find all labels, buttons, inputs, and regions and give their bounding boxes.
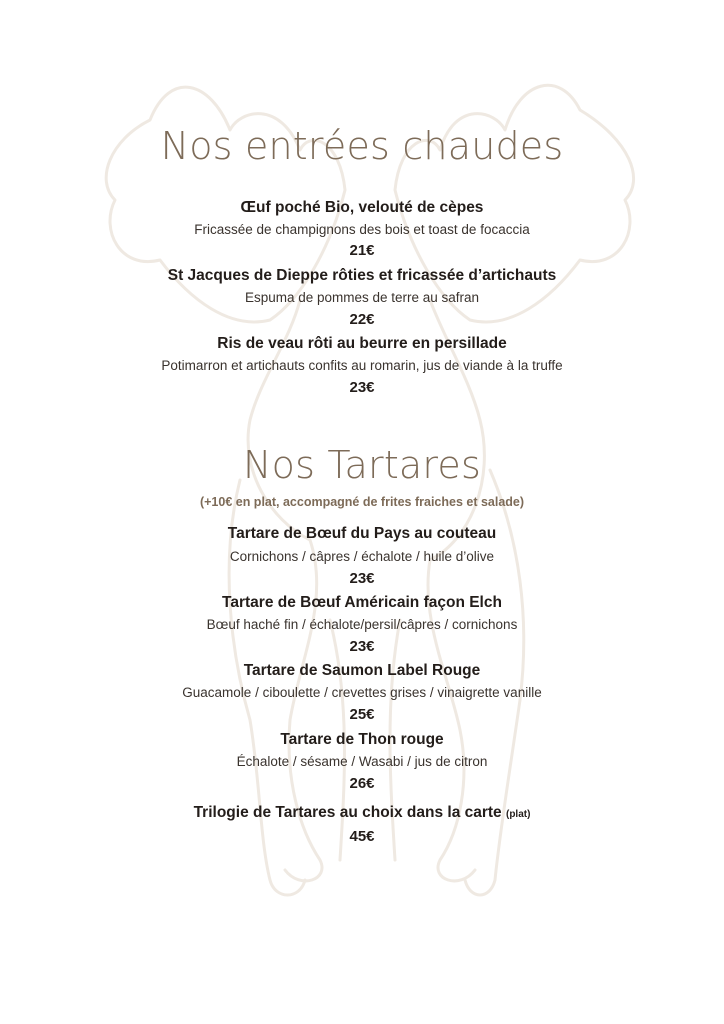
dish-price: 26€ [349, 775, 375, 792]
dish-name: Tartare de Thon rouge [280, 731, 444, 748]
dish-price: 25€ [349, 706, 375, 723]
dish-description: Cornichons / câpres / échalote / huile d’olive [229, 549, 495, 564]
dish-price: 22€ [349, 311, 375, 328]
dish-name: Ris de veau rôti au beurre en persillade [217, 335, 507, 352]
dish-description: Espuma de pommes de terre au safran [244, 290, 480, 305]
section-title-tartares: Nos Tartares [243, 443, 481, 487]
dish-price: 23€ [349, 638, 375, 655]
dish-name-suffix: (plat) [505, 809, 531, 820]
section-note: (+10€ en plat, accompagné de frites fraiches et salade) [199, 495, 525, 509]
dish-name: Tartare de Bœuf du Pays au couteau [227, 525, 497, 542]
section-title-entrees-chaudes: Nos entrées chaudes [160, 124, 564, 168]
dish-price: 23€ [349, 379, 375, 396]
dish-name: Tartare de Bœuf Américain façon Elch [222, 594, 502, 611]
dish-price: 45€ [349, 828, 375, 845]
dish-description: Fricassée de champignons des bois et toast de focaccia [194, 222, 530, 237]
dish-name-trilogie [0, 804, 724, 822]
dish-name: Œuf poché Bio, velouté de cèpes [240, 199, 484, 216]
dish-name: Tartare de Saumon Label Rouge [243, 662, 481, 679]
dish-description: Guacamole / ciboulette / crevettes grises / vinaigrette vanille [182, 685, 542, 700]
dish-description: Bœuf haché fin / échalote/persil/câpres / cornichons [206, 617, 518, 632]
dish-price: 23€ [349, 570, 375, 587]
dish-description: Potimarron et artichauts confits au romarin, jus de viande à la truffe [161, 358, 563, 373]
dish-name-text: Trilogie de Tartares au choix dans la carte [193, 804, 502, 821]
dish-name: St Jacques de Dieppe rôties et fricassée d’artichauts [167, 267, 557, 284]
dish-price: 21€ [349, 242, 375, 259]
dish-description: Échalote / sésame / Wasabi / jus de citron [236, 754, 488, 769]
